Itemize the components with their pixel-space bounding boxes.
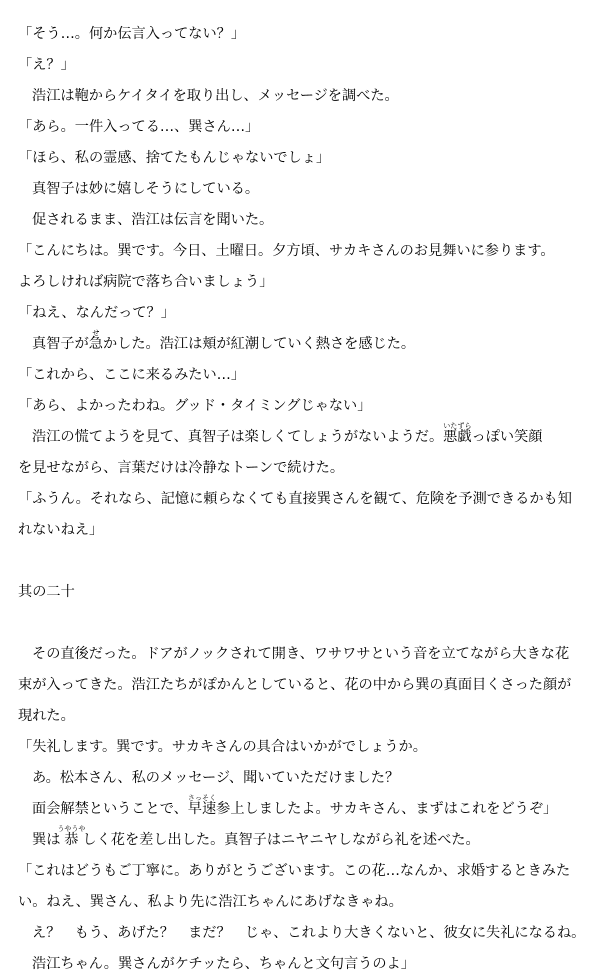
text-line: れないねえ」 [18,522,104,538]
text-line: よろしければ病院で落ち合いましょう」 [18,274,274,290]
text-line: 「これから、ここに来るみたい…」 [18,367,246,383]
text-line: 「ねえ、なんだって？」 [18,305,175,321]
text-line: 「あら、よかったわね。グッド・タイミングじゃない」 [18,398,372,414]
text-segment: 参上しましたよ。サカキさん、まずはこれをどうぞ」 [216,801,558,817]
text-line: を見せながら、言葉だけは冷静なトーンで続けた。 [18,460,345,476]
text-line: 「ふうん。それなら、記憶に頼らなくても直接巽さんを観て、危険を予測できるかも知 [18,491,572,507]
text-line: 真智子は妙に嬉しそうにしている。 [32,181,260,197]
text-segment: 真智子が [32,336,89,352]
blank-line [18,546,599,577]
text-segment: 浩江の慌てようを見て、真智子は楽しくてしょうがないようだ。 [32,429,444,445]
text-line: 「失礼します。巽です。サカキさんの具合はいかがでしょうか。 [18,739,427,755]
text-segment: 巽は [32,832,61,848]
text-line: 「これはどうもご丁寧に。ありがとうございます。この花…なんか、求婚するときみた [18,863,571,879]
text-line: 「ほら、私の霊感、捨てたもんじゃないでしょ」 [18,150,331,166]
text-line: 「あら。一件入ってる…、巽さん…」 [18,119,260,135]
text-line: あ。松本さん、私のメッセージ、聞いていただけました？ [32,770,400,786]
text-line [18,794,599,825]
text-segment: かした。浩江は頬が紅潮していく熱さを感じた。 [102,336,416,352]
text-line: その直後だった。ドアがノックされて開き、ワサワサという音を立てながら大きな花 [32,646,570,662]
furigana-word: 恭うやうや [57,825,86,848]
section-heading: 其の二十 [18,584,75,600]
text-line: 促されるまま、浩江は伝言を聞いた。 [32,212,274,228]
text-line: 束が入ってきた。浩江たちがぽかんとしていると、花の中から巽の真面目くさった顔が [18,677,572,693]
text-line: え？ もう、あげた？ まだ？ じゃ、これより大きくないと、彼女に失礼になるね。 [32,925,586,941]
furigana-reading: さっそく [187,794,217,802]
furigana-reading: いたずら [443,422,472,430]
furigana-word: 急せ [88,329,103,352]
furigana-reading: うやうや [57,825,86,833]
blank-line [18,608,599,639]
text-segment: っぽい笑顔 [471,429,543,445]
text-line: 「え？」 [18,57,75,73]
text-segment: しく花を差し出した。真智子はニヤニヤしながら礼を述べた。 [82,832,480,848]
text-line [18,825,599,856]
text-line: い。ねえ、巽さん、私より先に浩江ちゃんにあげなきゃね。 [18,894,403,910]
text-line: 「こんにちは。巽です。今日、土曜日。夕方頃、サカキさんのお見舞いに参ります。 [18,243,555,259]
furigana-word: 早速さっそく [187,794,217,817]
text-segment: 面会解禁ということで、 [32,801,188,817]
text-line: 浩江は鞄からケイタイを取り出し、メッセージを調べた。 [32,88,399,104]
text-line: 浩江ちゃん。巽さんがケチッたら、ちゃんと文句言うのよ」 [32,956,415,972]
furigana-word: 悪戯いたずら [443,422,472,445]
text-line [18,422,599,453]
text-line: 現れた。 [18,708,75,724]
text-line [18,329,599,360]
furigana-reading: せ [88,329,103,337]
text-line: 「そう…。何か伝言入ってない？」 [18,26,246,42]
